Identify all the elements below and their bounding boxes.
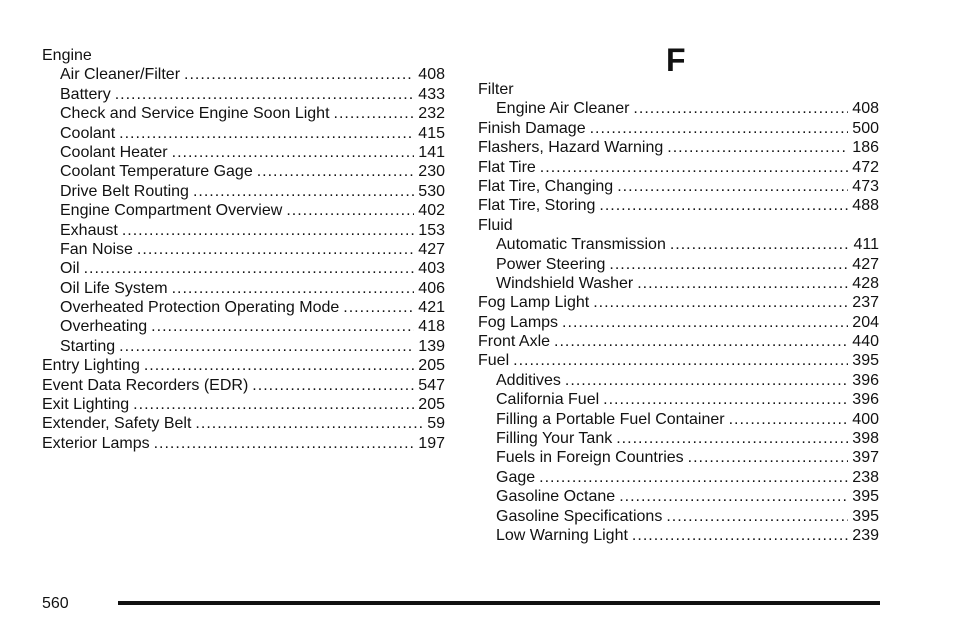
entry-page-number: 237 [852,294,879,312]
dot-leader [133,395,414,414]
entry-page-number: 440 [852,333,879,351]
index-subentry [478,448,879,467]
entry-page-number: 411 [853,236,879,254]
dot-leader [616,429,848,448]
entry-page-number: 421 [418,299,445,317]
index-entry [478,351,879,370]
section-letter: F [666,42,686,78]
entry-page-number: 408 [418,66,445,84]
entry-label: Starting [60,337,116,355]
entry-label: Engine Compartment Overview [60,202,283,220]
entry-label: California Fuel [496,391,600,409]
dot-leader [729,410,849,429]
index-entry [478,80,879,99]
entry-label: Engine Air Cleaner [496,100,630,118]
index-subentry [478,507,879,526]
entry-page-number: 59 [427,415,445,433]
entry-label: Fan Noise [60,240,133,258]
dot-leader [632,526,848,545]
entry-label: Flat Tire [478,158,536,176]
index-entry [478,293,879,312]
dot-leader [144,356,414,375]
entry-page-number: 239 [852,526,879,544]
index-subentry [42,182,445,201]
entry-label: Fuels in Foreign Countries [496,449,684,467]
index-subentry [42,162,445,181]
entry-label: Overheated Protection Operating Mode [60,299,340,317]
dot-leader [84,259,415,278]
entry-label: Exit Lighting [42,396,130,414]
entry-page-number: 395 [852,352,879,370]
entry-page-number: 402 [418,202,445,220]
dot-leader [252,376,414,395]
entry-page-number: 500 [852,119,879,137]
entry-label: Extender, Safety Belt [42,415,192,433]
entry-page-number: 139 [418,337,445,355]
entry-label: Gasoline Octane [496,488,616,506]
dot-leader [609,255,848,274]
dot-leader [603,390,848,409]
index-entry [42,434,445,453]
entry-label: Power Steering [496,255,606,273]
index-entry [478,138,879,157]
entry-label: Finish Damage [478,119,586,137]
index-subentry [42,259,445,278]
entry-label: Oil [60,260,80,278]
index-subentry [478,410,879,429]
entry-page-number: 530 [418,182,445,200]
index-entry [42,414,445,433]
entry-label: Check and Service Engine Soon Light [60,105,330,123]
entry-page-number: 408 [852,100,879,118]
entry-label: Filling a Portable Fuel Container [496,410,725,428]
entry-label: Engine [42,47,92,64]
index-column-left [42,46,445,453]
entry-page-number: 403 [418,260,445,278]
footer-rule [118,601,880,605]
index-subentry [478,468,879,487]
index-subentry [42,240,445,259]
entry-label: Overheating [60,318,148,336]
entry-page-number: 488 [852,197,879,215]
dot-leader [343,298,414,317]
dot-leader [172,143,415,162]
entry-page-number: 238 [852,468,879,486]
dot-leader [539,468,848,487]
index-entry [478,158,879,177]
dot-leader [137,240,414,259]
entry-label: Front Axle [478,333,551,351]
entry-label: Fluid [478,216,513,234]
entry-page-number: 197 [418,434,445,452]
dot-leader [115,85,415,104]
entry-page-number: 396 [852,391,879,409]
entry-page-number: 547 [418,376,445,394]
index-subentry [478,371,879,390]
index-subentry [42,104,445,123]
dot-leader [151,317,414,336]
dot-leader [562,313,848,332]
index-subentry [42,337,445,356]
index-subentry [42,221,445,240]
entry-page-number: 395 [852,488,879,506]
index-subentry [478,99,879,118]
dot-leader [184,65,414,84]
entry-page-number: 186 [852,139,879,157]
index-entry [478,332,879,351]
page-number: 560 [42,595,69,612]
entry-label: Flashers, Hazard Warning [478,139,664,157]
index-entry [478,119,879,138]
entry-label: Battery [60,85,111,103]
index-subentry [478,429,879,448]
index-subentry [478,390,879,409]
entry-page-number: 205 [418,396,445,414]
dot-leader [257,162,415,181]
dot-leader [513,351,848,370]
index-entry [42,376,445,395]
entry-page-number: 406 [418,279,445,297]
entry-label: Fuel [478,352,510,370]
dot-leader [193,182,414,201]
index-subentry [478,274,879,293]
index-subentry [478,235,879,254]
entry-label: Air Cleaner/Filter [60,66,181,84]
entry-page-number: 415 [418,124,445,142]
entry-page-number: 473 [852,177,879,195]
index-subentry [42,317,445,336]
index-subentry [42,85,445,104]
index-subentry [42,124,445,143]
entry-page-number: 472 [852,158,879,176]
entry-label: Drive Belt Routing [60,182,189,200]
entry-page-number: 428 [852,274,879,292]
entry-page-number: 398 [852,430,879,448]
entry-label: Coolant [60,124,116,142]
dot-leader [565,371,848,390]
index-subentry [42,65,445,84]
entry-label: Coolant Heater [60,143,168,161]
dot-leader [334,104,415,123]
dot-leader [667,138,848,157]
entry-label: Fog Lamp Light [478,294,590,312]
entry-page-number: 418 [418,318,445,336]
entry-label: Windshield Washer [496,274,634,292]
dot-leader [599,196,848,215]
dot-leader [119,337,414,356]
index-entry [42,356,445,375]
index-subentry [42,143,445,162]
entry-label: Entry Lighting [42,357,140,375]
entry-page-number: 427 [418,240,445,258]
index-entry [478,313,879,332]
entry-label: Flat Tire, Changing [478,177,614,195]
entry-label: Coolant Temperature Gage [60,163,253,181]
dot-leader [666,507,848,526]
entry-page-number: 141 [418,143,445,161]
dot-leader [670,235,850,254]
entry-label: Fog Lamps [478,313,559,331]
dot-leader [593,293,848,312]
dot-leader [119,124,414,143]
entry-label: Filling Your Tank [496,430,613,448]
entry-page-number: 204 [852,313,879,331]
entry-page-number: 395 [852,507,879,525]
entry-label: Event Data Recorders (EDR) [42,376,249,394]
entry-page-number: 396 [852,371,879,389]
dot-leader [619,487,848,506]
index-entry [42,46,445,65]
index-subentry [42,298,445,317]
entry-page-number: 397 [852,449,879,467]
entry-page-number: 153 [418,221,445,239]
entry-page-number: 230 [418,163,445,181]
index-subentry [42,279,445,298]
dot-leader [154,434,415,453]
dot-leader [637,274,848,293]
entry-page-number: 232 [418,105,445,123]
entry-label: Exterior Lamps [42,434,150,452]
dot-leader [633,99,848,118]
index-entry [478,196,879,215]
dot-leader [195,414,423,433]
entry-label: Gage [496,468,536,486]
index-subentry [478,526,879,545]
index-subentry [42,201,445,220]
entry-label: Filter [478,81,514,98]
entry-page-number: 433 [418,85,445,103]
entry-label: Flat Tire, Storing [478,197,596,215]
dot-leader [172,279,415,298]
dot-leader [286,201,414,220]
entry-label: Additives [496,371,561,389]
dot-leader [540,158,849,177]
entry-label: Low Warning Light [496,526,628,544]
dot-leader [617,177,848,196]
dot-leader [554,332,848,351]
index-subentry [478,487,879,506]
index-entry [478,177,879,196]
entry-label: Exhaust [60,221,118,239]
entry-page-number: 205 [418,357,445,375]
index-column-right [478,40,879,545]
entry-label: Automatic Transmission [496,236,666,254]
dot-leader [590,119,849,138]
index-subentry [478,255,879,274]
dot-leader [122,221,414,240]
index-entry [478,216,879,235]
entry-page-number: 400 [852,410,879,428]
dot-leader [688,448,849,467]
index-entry [42,395,445,414]
entry-label: Oil Life System [60,279,168,297]
entry-label: Gasoline Specifications [496,507,663,525]
index-entries-right [478,80,879,545]
entry-page-number: 427 [852,255,879,273]
